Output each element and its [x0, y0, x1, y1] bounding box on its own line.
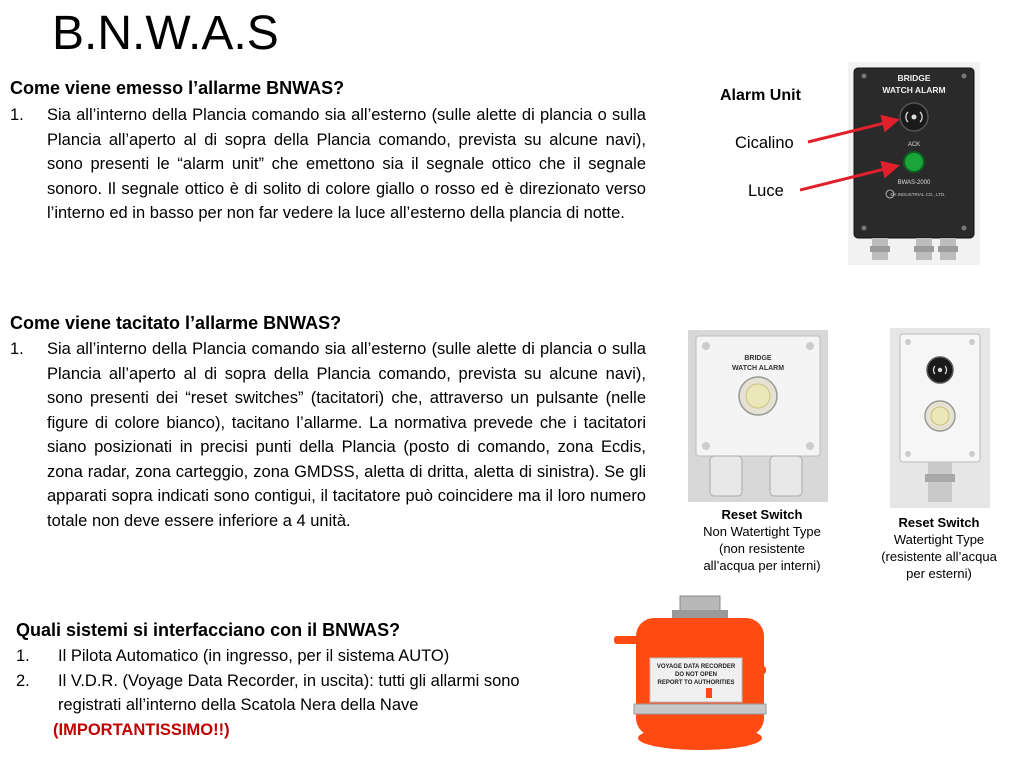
section3-item-1 — [16, 644, 576, 669]
reset-left-caption-line3: all’acqua per interni) — [703, 558, 821, 573]
section2-heading: Come viene tacitato l’allarme BNWAS? — [10, 313, 342, 333]
section3-item-2-text: Il V.D.R. (Voyage Data Recorder, in uscita): tutti gli allarmi sono registrati all’interno della Scatola Nera della Nave — [58, 671, 520, 714]
vdr-label-line1: VOYAGE DATA RECORDER — [656, 664, 736, 670]
section1-heading: Come viene emesso l’allarme BNWAS? — [10, 78, 345, 98]
luce-label: Luce — [748, 182, 784, 200]
buzzer-icon — [927, 357, 953, 383]
reset-right-caption — [868, 514, 1010, 582]
reset-left-caption — [690, 506, 834, 574]
section3-item-1-text: Il Pilota Automatico (in ingresso, per il sistema AUTO) — [58, 647, 450, 665]
vdr-label-line2: DO NOT OPEN — [674, 672, 718, 678]
reset-left-panel-line1: BRIDGE — [744, 355, 772, 362]
model-text: BWAS-2000 — [897, 180, 931, 186]
pointer-arrows — [800, 110, 910, 200]
reset-switch-watertight-photo — [890, 328, 990, 508]
cicalino-arrow-icon — [808, 120, 897, 142]
section3-heading: Quali sistemi si interfacciano con il BNWAS? — [16, 620, 401, 640]
section2-item-number: 1. — [10, 340, 24, 358]
section3-item-2-emphasis-line — [16, 718, 576, 743]
section1-item-number: 1. — [10, 106, 24, 124]
maker-text: D-I INDUSTRIAL CO., LTD. — [890, 192, 946, 197]
alarm-panel-line2: WATCH ALARM — [882, 85, 946, 95]
page-title: B.N.W.A.S — [52, 7, 279, 60]
alarm-panel-line1: BRIDGE — [897, 73, 931, 83]
reset-button-icon — [746, 384, 770, 408]
reset-left-caption-line2: (non resistente — [719, 541, 805, 556]
section3-item-2 — [16, 669, 576, 718]
section3-emphasis: (IMPORTANTISSIMO!!) — [53, 720, 230, 739]
reset-button-icon — [931, 407, 949, 425]
section3-item-2-number: 2. — [16, 671, 30, 690]
reset-right-caption-line2: (resistente all’acqua — [881, 549, 997, 564]
reset-left-caption-title: Reset Switch — [721, 507, 803, 522]
section1-item — [10, 103, 646, 226]
cicalino-label: Cicalino — [735, 134, 794, 152]
section3-item-1-number: 1. — [16, 647, 30, 665]
reset-switch-non-watertight-photo — [688, 330, 828, 502]
alarm-unit-label: Alarm Unit — [720, 87, 801, 104]
section2-item — [10, 337, 646, 533]
ack-text: ACK — [907, 142, 921, 148]
reset-right-caption-line3: per esterni) — [906, 566, 972, 581]
vdr-label-line3: REPORT TO AUTHORITIES — [657, 680, 735, 686]
section2-item-text: Sia all’interno della Plancia comando sia all’esterno (sulle alette di plancia o sulla Plancia all’aperto al di sopra della Plancia comando, prevista su alcune navi), sono presenti dei “reset switches” (tacitatori) che, attraverso un pulsante (nelle figure di colore bianco), tacitano l’allarme. La normativa prevede che i tacitatori siano posizionati in precisi punti della Plancia (posto di comando, zona Ecdis, zona radar, zona carteggio, zona GMDSS, aletta di dritta, aletta di sinistra). Se gli apparati sopra indicati sono contigui, il tacitatore può coincidere ma il loro numero totale non deve essere inferiore a 4 unità. — [47, 340, 646, 530]
reset-left-panel-line2: WATCH ALARM — [731, 365, 785, 372]
reset-right-caption-line1: Watertight Type — [893, 532, 985, 547]
luce-arrow-icon — [800, 166, 897, 190]
reset-right-caption-title: Reset Switch — [898, 515, 980, 530]
vdr-capsule-photo — [610, 592, 770, 760]
section3-list — [16, 644, 576, 742]
section1-item-text: Sia all’interno della Plancia comando sia all’esterno (sulle alette di plancia o sulla Plancia all’aperto al di sopra della Plancia comando, prevista su alcune navi), sono presenti le “alarm unit” che emettono sia il segnale ottico che il segnale sonoro. Il segnale ottico è di solito di colore giallo o rosso ed è direzionato verso l’interno ed in basso per non far vedere la luce all’esterno della plancia di notte. — [47, 106, 646, 222]
reset-left-caption-line1: Non Watertight Type — [703, 524, 821, 539]
